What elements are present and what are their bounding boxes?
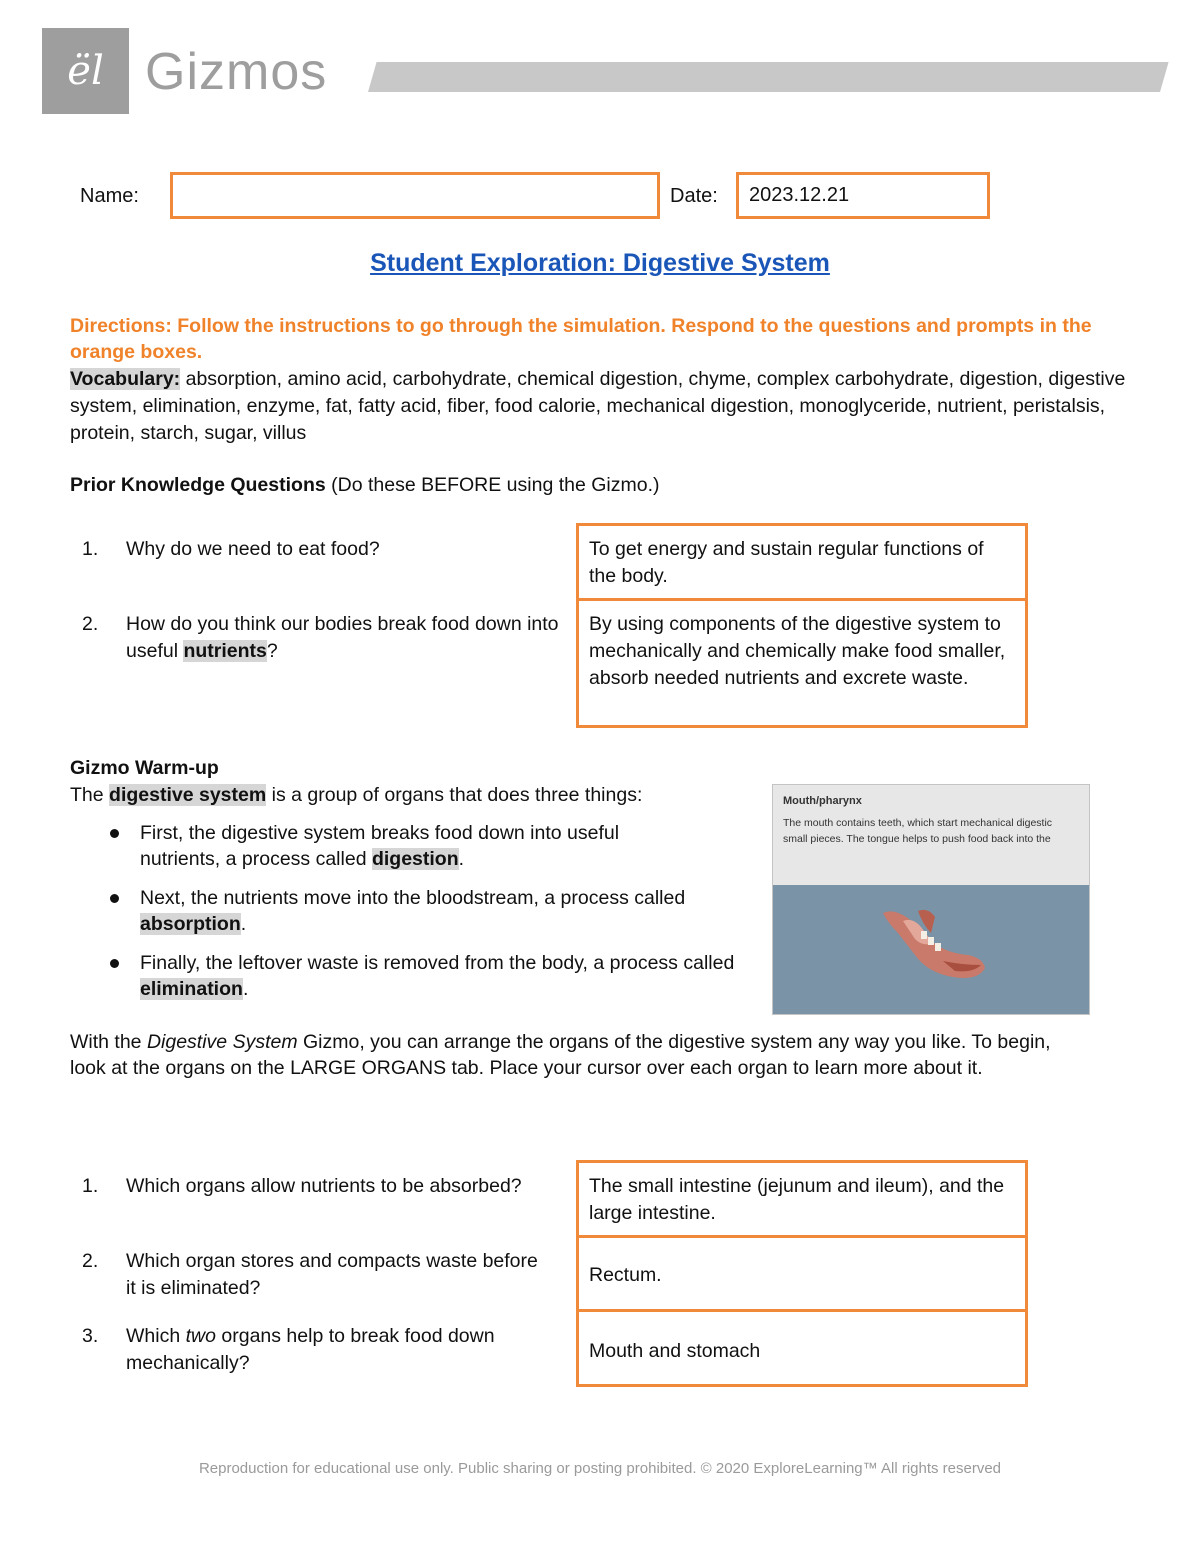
warmup-q3-text-after: organs help to break food down mechanically? [126, 1325, 495, 1374]
page-title: Student Exploration: Digestive System [370, 249, 830, 277]
date-field[interactable]: 2023.12.21 [736, 172, 990, 219]
vocabulary-terms: absorption, amino acid, carbohydrate, chemical digestion, chyme, complex carbohydrate, digestion, digestive system, elimination, enzyme, fat, fatty acid, fiber, food calorie, mechanical digestion, monoglyceride, nutrient, peristalsis, protein, starch, sugar, villus [70, 368, 1126, 444]
prior-knowledge-note: (Do these BEFORE using the Gizmo.) [325, 474, 660, 496]
bullet-2-after: . [240, 913, 247, 935]
warmup-bullet-1 [140, 820, 700, 872]
warmup-intro-before: The [70, 784, 110, 806]
gizmo-screenshot [772, 784, 1090, 1015]
bullet-2-before: Next, the nutrients move into the bloodstream, a process called [140, 887, 686, 909]
bullet-dot [110, 829, 119, 838]
gizmo-desc-line-2: small pieces. The tongue helps to push food back into the [783, 833, 1051, 845]
prior-knowledge-heading-line [70, 472, 970, 498]
bullet-dot [110, 894, 119, 903]
name-field[interactable] [170, 172, 660, 219]
name-label: Name: [80, 185, 139, 207]
bullet-1-before: First, the digestive system breaks food down into useful nutrients, a process called [140, 822, 620, 870]
vocabulary-label: Vocabulary: [70, 368, 181, 390]
prior-q1-number: 1. [82, 538, 99, 560]
warmup-q3-answer-box[interactable]: Mouth and stomach [576, 1309, 1028, 1387]
prior-q2-highlight: nutrients [183, 640, 267, 662]
mouth-pharynx-illustration [873, 903, 993, 993]
gizmo-organ-description [783, 815, 1089, 847]
bullet-2-highlight: absorption [140, 913, 241, 935]
prior-q1-answer-box[interactable]: To get energy and sustain regular functions of the body. [576, 523, 1028, 601]
prior-q2-number: 2. [82, 613, 99, 635]
warmup-q1-answer-box[interactable]: The small intestine (jejunum and ileum), and the large intestine. [576, 1160, 1028, 1238]
warmup-q3-text-before: Which [126, 1325, 186, 1347]
warmup-intro-highlight: digestive system [109, 784, 267, 806]
bullet-dot [110, 959, 119, 968]
bullet-1-highlight: digestion [371, 848, 459, 870]
prior-knowledge-heading: Prior Knowledge Questions [70, 474, 326, 496]
header-decor-bar [368, 62, 1169, 92]
footer-copyright: Reproduction for educational use only. Public sharing or posting prohibited. © 2020 ExploreLearning™ All rights reserved [198, 1460, 1002, 1477]
warmup-q1-text: Which organs allow nutrients to be absorbed? [126, 1175, 522, 1197]
logo-glyph: ël [67, 48, 104, 94]
warmup-q3-text-italic: two [185, 1325, 216, 1347]
warmup-q3-text [126, 1323, 556, 1377]
bullet-3-after: . [242, 978, 249, 1000]
warmup-para-after: Gizmo, you can arrange the organs of the digestive system any way you like. To begin, look at the organs on the LARGE ORGANS tab. Place your cursor over each organ to learn more about it. [70, 1031, 1051, 1079]
warmup-para-italic: Digestive System [146, 1031, 298, 1053]
bullet-3-before: Finally, the leftover waste is removed from the body, a process called [140, 952, 735, 974]
warmup-para-before: With the [70, 1031, 147, 1053]
warmup-q3-number: 3. [82, 1325, 99, 1347]
warmup-bullet-3 [140, 950, 750, 1002]
gizmo-desc-line-1: The mouth contains teeth, which start mechanical digestic [783, 817, 1053, 829]
prior-q2-text-before: How do you think our bodies break food down into useful [126, 613, 559, 662]
vocabulary-block [70, 366, 1130, 447]
prior-q1-text: Why do we need to eat food? [126, 538, 380, 560]
warmup-intro [70, 782, 750, 808]
date-label: Date: [670, 185, 718, 207]
directions-text: Directions: Follow the instructions to go through the simulation. Respond to the questions and prompts in the orange boxes. [70, 315, 1092, 363]
warmup-intro-after: is a group of organs that does three things: [266, 784, 643, 806]
warmup-q2-answer-box[interactable]: Rectum. [576, 1235, 1028, 1312]
brand-name: Gizmos [145, 43, 328, 101]
bullet-3-highlight: elimination [140, 978, 243, 1000]
warmup-paragraph [70, 1029, 1070, 1081]
gizmo-organ-title: Mouth/pharynx [783, 795, 862, 807]
bullet-1-after: . [458, 848, 465, 870]
warmup-heading: Gizmo Warm-up [70, 757, 219, 779]
prior-q2-answer-box[interactable]: By using components of the digestive system to mechanically and chemically make food smaller, absorb needed nutrients and excrete waste. [576, 598, 1028, 728]
prior-q2-text [126, 611, 571, 665]
warmup-q1-number: 1. [82, 1175, 99, 1197]
gizmo-info-panel [773, 785, 1089, 885]
explorelearning-logo [42, 28, 129, 114]
prior-q2-text-after: ? [266, 640, 278, 662]
warmup-q2-text: Which organ stores and compacts waste before it is eliminated? [126, 1250, 538, 1299]
warmup-q2-number: 2. [82, 1250, 99, 1272]
warmup-bullet-2 [140, 885, 700, 937]
